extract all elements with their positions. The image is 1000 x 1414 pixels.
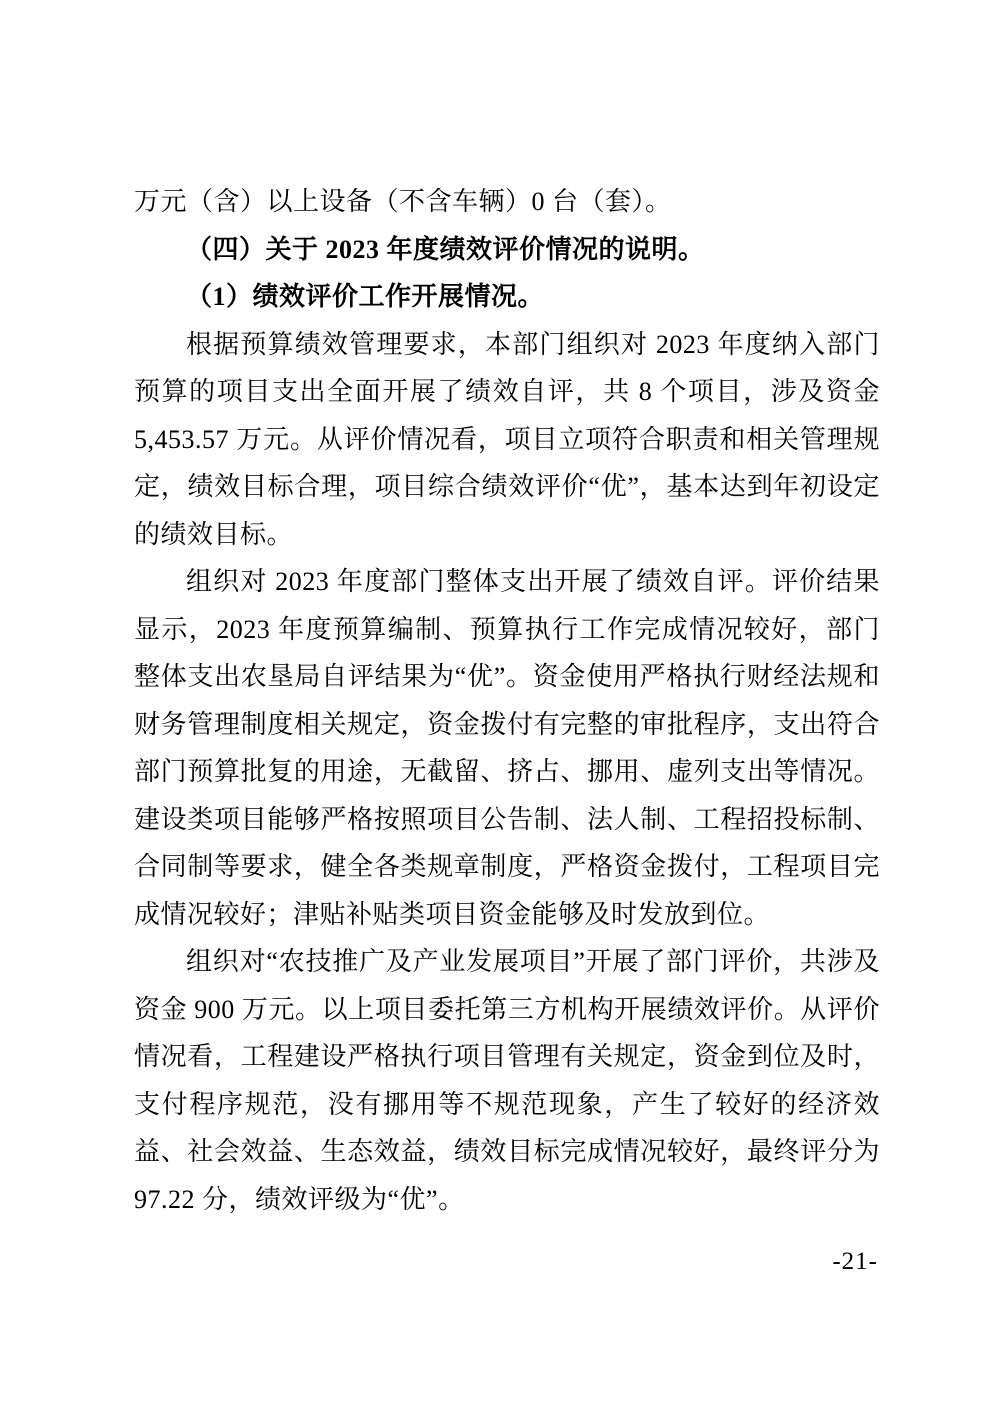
page-number: -21- [832,1248,878,1275]
section-heading-4: （四）关于 2023 年度绩效评价情况的说明。 [186,234,705,264]
paragraph-overall-expenditure: 组织对 2023 年度部门整体支出开展了绩效自评。评价结果显示，2023 年度预算编制、预算执行工作完成情况较好，部门整体支出农垦局自评结果为“优”。资金使用严格执行财经法规和财务管理制度相关规定，资金拨付有完整的审批程序，支出符合部门预算批复的用途，无截留、挤占、挪用、虚列支出等情况。建设类项目能够严格按照项目公告制、法人制、工程招投标制、合同制等要求，健全各类规章制度，严格资金拨付，工程项目完成情况较好；津贴补贴类项目资金能够及时发放到位。 [134,567,880,929]
paragraph-department-evaluation: 组织对“农技推广及产业发展项目”开展了部门评价，共涉及资金 900 万元。以上项目委托第三方机构开展绩效评价。从评价情况看，工程建设严格执行项目管理有关规定，资金到位及时，支付程序规范，没有挪用等不规范现象，产生了较好的经济效益、社会效益、生态效益，绩效目标完成情况较好，最终评分为 97.22 分，绩效评级为“优”。 [134,947,880,1214]
paragraph-self-evaluation: 根据预算绩效管理要求，本部门组织对 2023 年度纳入部门预算的项目支出全面开展了绩效自评，共 8 个项目，涉及资金 5,453.57 万元。从评价情况看，项目立项符合职责和相关管理规定，绩效目标合理，项目综合绩效评价“优”，基本达到年初设定的绩效目标。 [134,329,880,549]
subsection-heading-1: （1）绩效评价工作开展情况。 [186,282,545,311]
paragraph-continuation: 万元（含）以上设备（不含车辆）0 台（套）。 [134,187,672,216]
document-body [134,178,880,1223]
